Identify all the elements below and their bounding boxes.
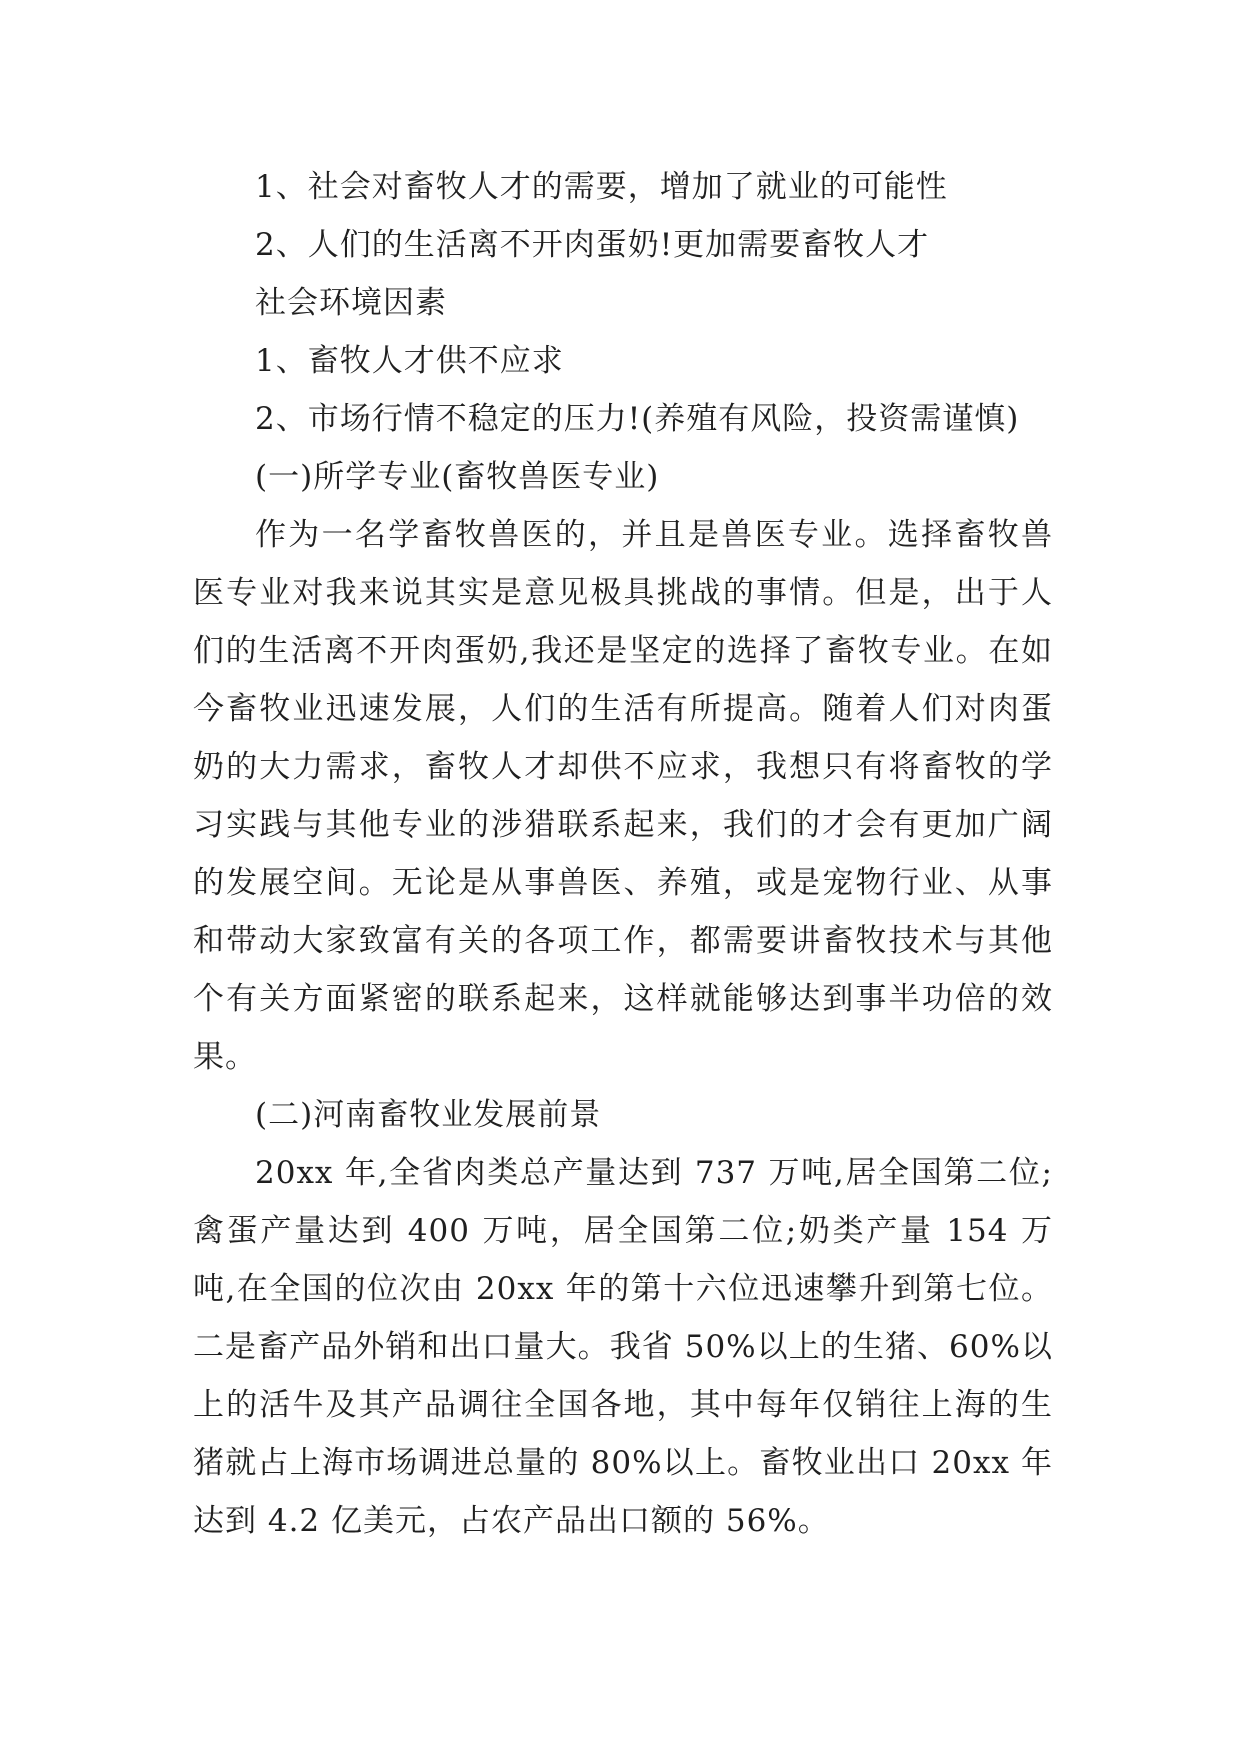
section-heading: 社会环境因素 bbox=[255, 285, 447, 321]
list-item: 1、社会对畜牧人才的需要，增加了就业的可能性 bbox=[255, 169, 948, 205]
list-item: 2、人们的生活离不开肉蛋奶!更加需要畜牧人才 bbox=[255, 227, 930, 263]
list-item: 2、市场行情不稳定的压力!(养殖有风险，投资需谨慎) bbox=[255, 401, 1020, 437]
document-body bbox=[193, 158, 1053, 1550]
paragraph: 20xx 年,全省肉类总产量达到 737 万吨,居全国第二位;禽蛋产量达到 400 万吨，居全国第二位;奶类产量 154 万吨,在全国的位次由 20xx 年的第十六位迅速攀升到第七位。二是畜产品外销和出口量大。我省 50%以上的生猪、60%以上的活牛及其产品调往全国各地，其中每年仅销往上海的生猪就占上海市场调进总量的 80%以上。畜牧业出口 20xx 年达到 4.2 亿美元，占农产品出口额的 56%。 bbox=[193, 1155, 1053, 1539]
section-heading: (二)河南畜牧业发展前景 bbox=[255, 1097, 602, 1133]
list-item: 1、畜牧人才供不应求 bbox=[255, 343, 564, 379]
section-heading: (一)所学专业(畜牧兽医专业) bbox=[255, 459, 660, 495]
paragraph: 作为一名学畜牧兽医的，并且是兽医专业。选择畜牧兽医专业对我来说其实是意见极具挑战的事情。但是，出于人们的生活离不开肉蛋奶,我还是坚定的选择了畜牧专业。在如今畜牧业迅速发展，人们的生活有所提高。随着人们对肉蛋奶的大力需求，畜牧人才却供不应求，我想只有将畜牧的学习实践与其他专业的涉猎联系起来，我们的才会有更加广阔的发展空间。无论是从事兽医、养殖，或是宠物行业、从事和带动大家致富有关的各项工作，都需要讲畜牧技术与其他个有关方面紧密的联系起来，这样就能够达到事半功倍的效果。 bbox=[193, 517, 1053, 1075]
